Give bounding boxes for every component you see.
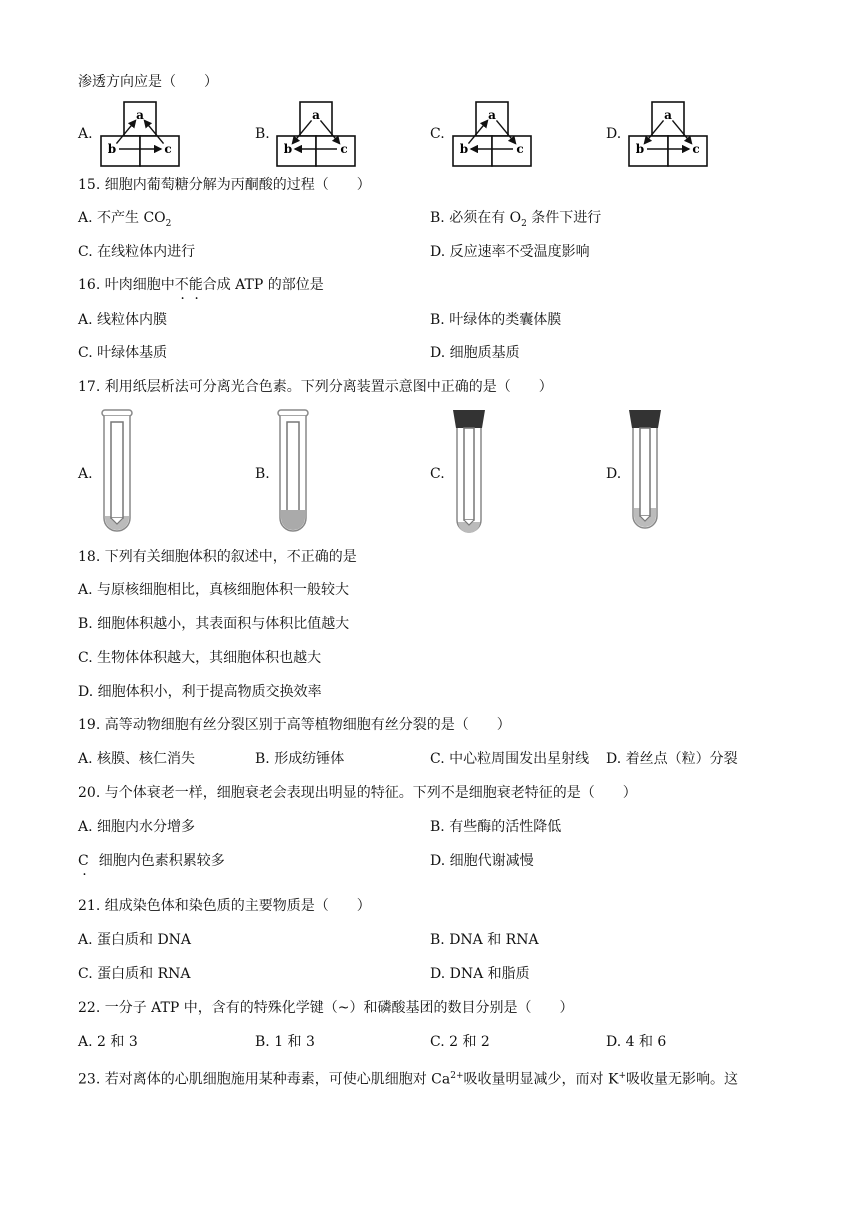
q14-option-c-label[interactable]: C. <box>430 126 445 142</box>
q17-option-a-label[interactable]: A. <box>78 466 93 482</box>
cell-label-c: c <box>340 142 348 156</box>
q20-option-d[interactable]: D. 细胞代谢减慢 <box>430 853 534 869</box>
q19-option-d[interactable]: D. 着丝点（粒）分裂 <box>606 751 738 767</box>
q16-option-c[interactable]: C. 叶绿体基质 <box>78 345 168 361</box>
q15-option-d[interactable]: D. 反应速率不受温度影响 <box>430 244 590 260</box>
q18-stem: 18. 下列有关细胞体积的叙述中，不正确的是 <box>78 549 357 565</box>
q15-option-c[interactable]: C. 在线粒体内进行 <box>78 244 196 260</box>
q15-stem: 15. 细胞内葡萄糖分解为丙酮酸的过程（ ） <box>78 177 371 193</box>
q15-option-b[interactable]: B. 必须在有 $O_2$ 条件下进行 <box>430 210 602 229</box>
q14-diagram-a <box>100 101 180 167</box>
q17-option-b-label[interactable]: B. <box>255 466 270 482</box>
q22-option-d[interactable]: D. 4 和 6 <box>606 1034 667 1050</box>
cell-label-a: a <box>136 108 144 122</box>
cell-label-a: a <box>664 108 672 122</box>
q17-option-c-label[interactable]: C. <box>430 466 445 482</box>
cell-label-a: a <box>312 108 320 122</box>
q17-tube-b <box>276 408 310 536</box>
q17-tube-c <box>452 408 486 536</box>
cell-label-c: c <box>164 142 172 156</box>
q20-stem: 20. 与个体衰老一样，细胞衰老会表现出明显的特征。下列不是细胞衰老特征的是（ ） <box>78 785 637 801</box>
q16-option-b[interactable]: B. 叶绿体的类囊体膜 <box>430 312 562 328</box>
q20-option-b[interactable]: B. 有些酶的活性降低 <box>430 819 562 835</box>
q20-option-a[interactable]: A. 细胞内水分增多 <box>78 819 196 835</box>
q19-option-c[interactable]: C. 中心粒周围发出星射线 <box>430 751 590 767</box>
q21-option-c[interactable]: C. 蛋白质和 RNA <box>78 966 191 982</box>
q19-option-b[interactable]: B. 形成纺锤体 <box>255 751 345 767</box>
q18-option-a[interactable]: A. 与原核细胞相比，真核细胞体积一般较大 <box>78 582 350 598</box>
q22-option-b[interactable]: B. 1 和 3 <box>255 1034 315 1050</box>
q15-option-a[interactable]: A. 不产生 $CO_2$ <box>78 210 172 229</box>
q14-diagram-d <box>628 101 708 167</box>
q23-stem: 23. 若对离体的心肌细胞施用某种毒素，可使心肌细胞对 $Ca^{2+}$吸收量明显减少，而对 K+吸收量无影响。这 <box>78 1071 738 1088</box>
q18-option-b[interactable]: B. 细胞体积越小，其表面积与体积比值越大 <box>78 616 350 632</box>
q21-option-b[interactable]: B. DNA 和 RNA <box>430 932 539 948</box>
q14-diagram-c <box>452 101 532 167</box>
q18-option-c[interactable]: C. 生物体体积越大，其细胞体积也越大 <box>78 650 322 666</box>
q14-option-b-label[interactable]: B. <box>255 126 270 142</box>
cell-label-b: b <box>107 142 117 156</box>
q19-option-a[interactable]: A. 核膜、核仁消失 <box>78 751 196 767</box>
q22-option-a[interactable]: A. 2 和 3 <box>78 1034 138 1050</box>
cell-label-b: b <box>459 142 469 156</box>
q17-tube-a <box>100 408 134 536</box>
q17-stem: 17. 利用纸层析法可分离光合色素。下列分离装置示意图中正确的是（ ） <box>78 379 553 395</box>
q16-option-d[interactable]: D. 细胞质基质 <box>430 345 520 361</box>
q21-option-a[interactable]: A. 蛋白质和 DNA <box>78 932 192 948</box>
q14-option-d-label[interactable]: D. <box>606 126 622 142</box>
cell-label-a: a <box>488 108 496 122</box>
q14-stem-tail: 渗透方向应是（ ） <box>78 74 218 90</box>
q14-option-a-label[interactable]: A. <box>78 126 93 142</box>
q18-option-d[interactable]: D. 细胞体积小，利于提高物质交换效率 <box>78 684 322 700</box>
q21-stem: 21. 组成染色体和染色质的主要物质是（ ） <box>78 898 371 914</box>
q20-option-c[interactable]: C . 细胞内色素积累较多 <box>78 852 225 870</box>
cell-label-b: b <box>635 142 645 156</box>
q16-stem: 16. 叶肉细胞中不能合成 ATP 的部位是 <box>78 277 324 293</box>
cell-label-c: c <box>516 142 524 156</box>
q14-diagram-b <box>276 101 356 167</box>
q22-option-c[interactable]: C. 2 和 2 <box>430 1034 490 1050</box>
q19-stem: 19. 高等动物细胞有丝分裂区别于高等植物细胞有丝分裂的是（ ） <box>78 717 511 733</box>
q22-stem: 22. 一分子 ATP 中，含有的特殊化学键（~）和磷酸基团的数目分别是（ ） <box>78 1000 574 1016</box>
q17-tube-d <box>628 408 662 536</box>
cell-label-b: b <box>283 142 293 156</box>
q17-option-d-label[interactable]: D. <box>606 466 622 482</box>
cell-label-c: c <box>692 142 700 156</box>
q21-option-d[interactable]: D. DNA 和脂质 <box>430 966 530 982</box>
q16-option-a[interactable]: A. 线粒体内膜 <box>78 312 168 328</box>
